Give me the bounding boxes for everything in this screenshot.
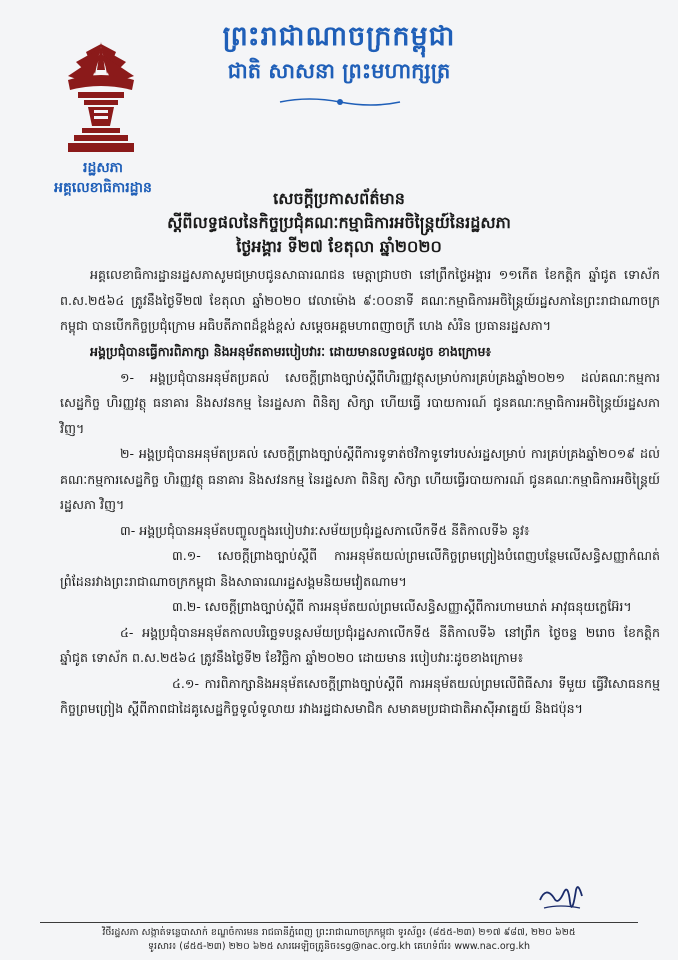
footer-divider [40,922,638,923]
footer-contact: ទូរសារ៖ (៨៥៥-២៣) ២២០ ៦២៥ សារអេឡិចត្រូនិច៖sg@nac.org.kh គេហទំព័រ៖ www.nac.org.kh [147,941,530,952]
agenda-item-3: ៣- អង្គប្រជុំបានអនុម័តបញ្ចូលក្នុងរបៀបវារៈសម័យប្រជុំរដ្ឋសភាលើកទី៥ នីតិកាលទី៦ នូវ៖ [120,522,530,538]
agenda-item-3-1: ៣.១- សេចក្តីព្រាងច្បាប់ស្តីពី ការអនុម័តយល់ព្រមលើកិច្ចព្រមព្រៀងបំពេញបន្ថែមលើសន្ធិសញ្ញាកំណត់ព្រំដែនរវាងព្រះរាជាណាចក្រកម្ពុជា និងសាធារណរដ្ឋសង្គមនិយមវៀតណាម។ [60,548,660,589]
organization-name: រដ្ឋសភា [83,160,123,176]
agenda-item-2: ២- អង្គប្រជុំបានអនុម័តប្រគល់ សេចក្តីព្រាងច្បាប់ស្តីពីការទូទាត់ថវិកាទូទៅរបស់រដ្ឋសម្រាប់ ការគ្រប់គ្រងឆ្នាំ២០១៩ ដល់គណៈកម្មការសេដ្ឋកិច្ច ហិរញ្ញវត្ថុ ធនាគារ និងសវនកម្ម នៃរដ្ឋសភា ពិនិត្យ សិក្សា ហើយធ្វើរបាយការណ៍ ជូនគណៈកម្មាធិការអចិន្ត្រៃយ៍រដ្ឋសភា វិញ។ [60,446,660,512]
organization-department: អគ្គលេខាធិការដ្ឋាន [54,180,152,196]
agenda-item-1: ១- អង្គប្រជុំបានអនុម័តប្រគល់ សេចក្តីព្រាងច្បាប់ស្តីពីហិរញ្ញវត្ថុសម្រាប់ការគ្រប់គ្រងឆ្នាំ២០២១ ដល់គណៈកម្មការសេដ្ឋកិច្ច ហិរញ្ញវត្ថុ ធនាគារ និងសវនកម្ម នៃរដ្ឋសភា ពិនិត្យ សិក្សា ហើយធ្វើ របាយការណ៍ ជូនគណៈកម្មាធិការអចិន្ត្រៃយ៍រដ្ឋសភា វិញ។ [60,369,660,436]
intro-paragraph [60,262,660,339]
ornament-divider-icon [278,96,402,108]
national-motto: ជាតិ សាសនា ព្រះមហាក្សត្រ [227,59,451,83]
national-assembly-emblem-icon [64,40,138,156]
signature-icon [536,878,586,922]
intro-text: អគ្គលេខាធិការដ្ឋានរដ្ឋសភាសូមជម្រាបជូនសាធារណជន មេត្តាជ្រាបថា នៅព្រឹកថ្ងៃអង្គារ ១១កើត ខែកត្តិក ឆ្នាំជូត ទោស័ក ព.ស.២៥៦៤ ត្រូវនឹងថ្ងៃទី២៧ ខែតុលា ឆ្នាំ២០២០ វេលាម៉ោង ៩:០០នាទី គណៈកម្មាធិការអចិន្ត្រៃយ៍រដ្ឋសភានៃព្រះរាជាណាចក្រកម្ពុជា បានបើកកិច្ចប្រជុំក្រោម អធិបតីភាពដ៏ខ្ពង់ខ្ពស់ សម្តេចអគ្គមហាពញាចក្រី ហេង សំរិន ប្រធានរដ្ឋសភា។ [60,267,660,333]
agenda-item-4: ៤- អង្គប្រជុំបានអនុម័តកាលបរិច្ឆេទបន្តសម័យប្រជុំរដ្ឋសភាលើកទី៥ នីតិកាលទី៦ នៅព្រឹក ថ្ងៃចន្ទ ២រោច ខែកត្តិក ឆ្នាំជូត ទោស័ក ព.ស.២៥៦៤ ត្រូវនឹងថ្ងៃទី២ ខែវិច្ឆិកា ឆ្នាំ២០២០ ដោយមាន របៀបវារៈដូចខាងក្រោម៖ [60,624,660,665]
kingdom-heading: ព្រះរាជាណាចក្រកម្ពុជា [222,21,456,52]
document-subject: ស្តីពីលទ្ធផលនៃកិច្ចប្រជុំគណៈកម្មាធិការអចិន្ត្រៃយ៍នៃរដ្ឋសភា [167,213,511,232]
document-date: ថ្ងៃអង្គារ ទី២៧ ខែតុលា ឆ្នាំ២០២០ [236,237,442,256]
agenda-item-4-1: ៤.១- ការពិភាក្សានិងអនុម័តសេចក្តីព្រាងច្បាប់ស្តីពី ការអនុម័តយល់ព្រមលើពិធីសារ ទីមួយ ធ្វើវិសោធនកម្មកិច្ចព្រមព្រៀង ស្តីពីភាពជាដៃគូសេដ្ឋកិច្ចទូលំទូលាយ រវាងរដ្ឋជាសមាជិក សមាគមប្រជាជាតិអាស៊ីអាគ្នេយ៍ និងជប៉ុន។ [60,675,660,716]
document-title: សេចក្តីប្រកាសព័ត៌មាន [273,189,405,208]
agenda-item-3-2: ៣.២- សេចក្តីព្រាងច្បាប់ស្តីពី ការអនុម័តយល់ព្រមលើសន្ធិសញ្ញាស្តីពីការហាមឃាត់ អាវុធនុយក្លេអ៊ែរ។ [172,599,632,614]
body-content [60,339,660,722]
footer-address: វិថីរដ្ឋសភា សង្កាត់ទន្លេបាសាក់ ខណ្ឌចំការមន រាជធានីភ្នំពេញ ព្រះរាជាណាចក្រកម្ពុជា ទូរស័ព្ទ៖ (៨៥៥-២៣) ២១៧ ៩៨៧, ២២០ ៦២៥ [102,927,576,938]
lead-paragraph: អង្គប្រជុំបានធ្វើការពិភាក្សា និងអនុម័តតាមរបៀបវារៈ ដោយមានលទ្ធផលដូច ខាងក្រោម៖ [90,344,492,359]
